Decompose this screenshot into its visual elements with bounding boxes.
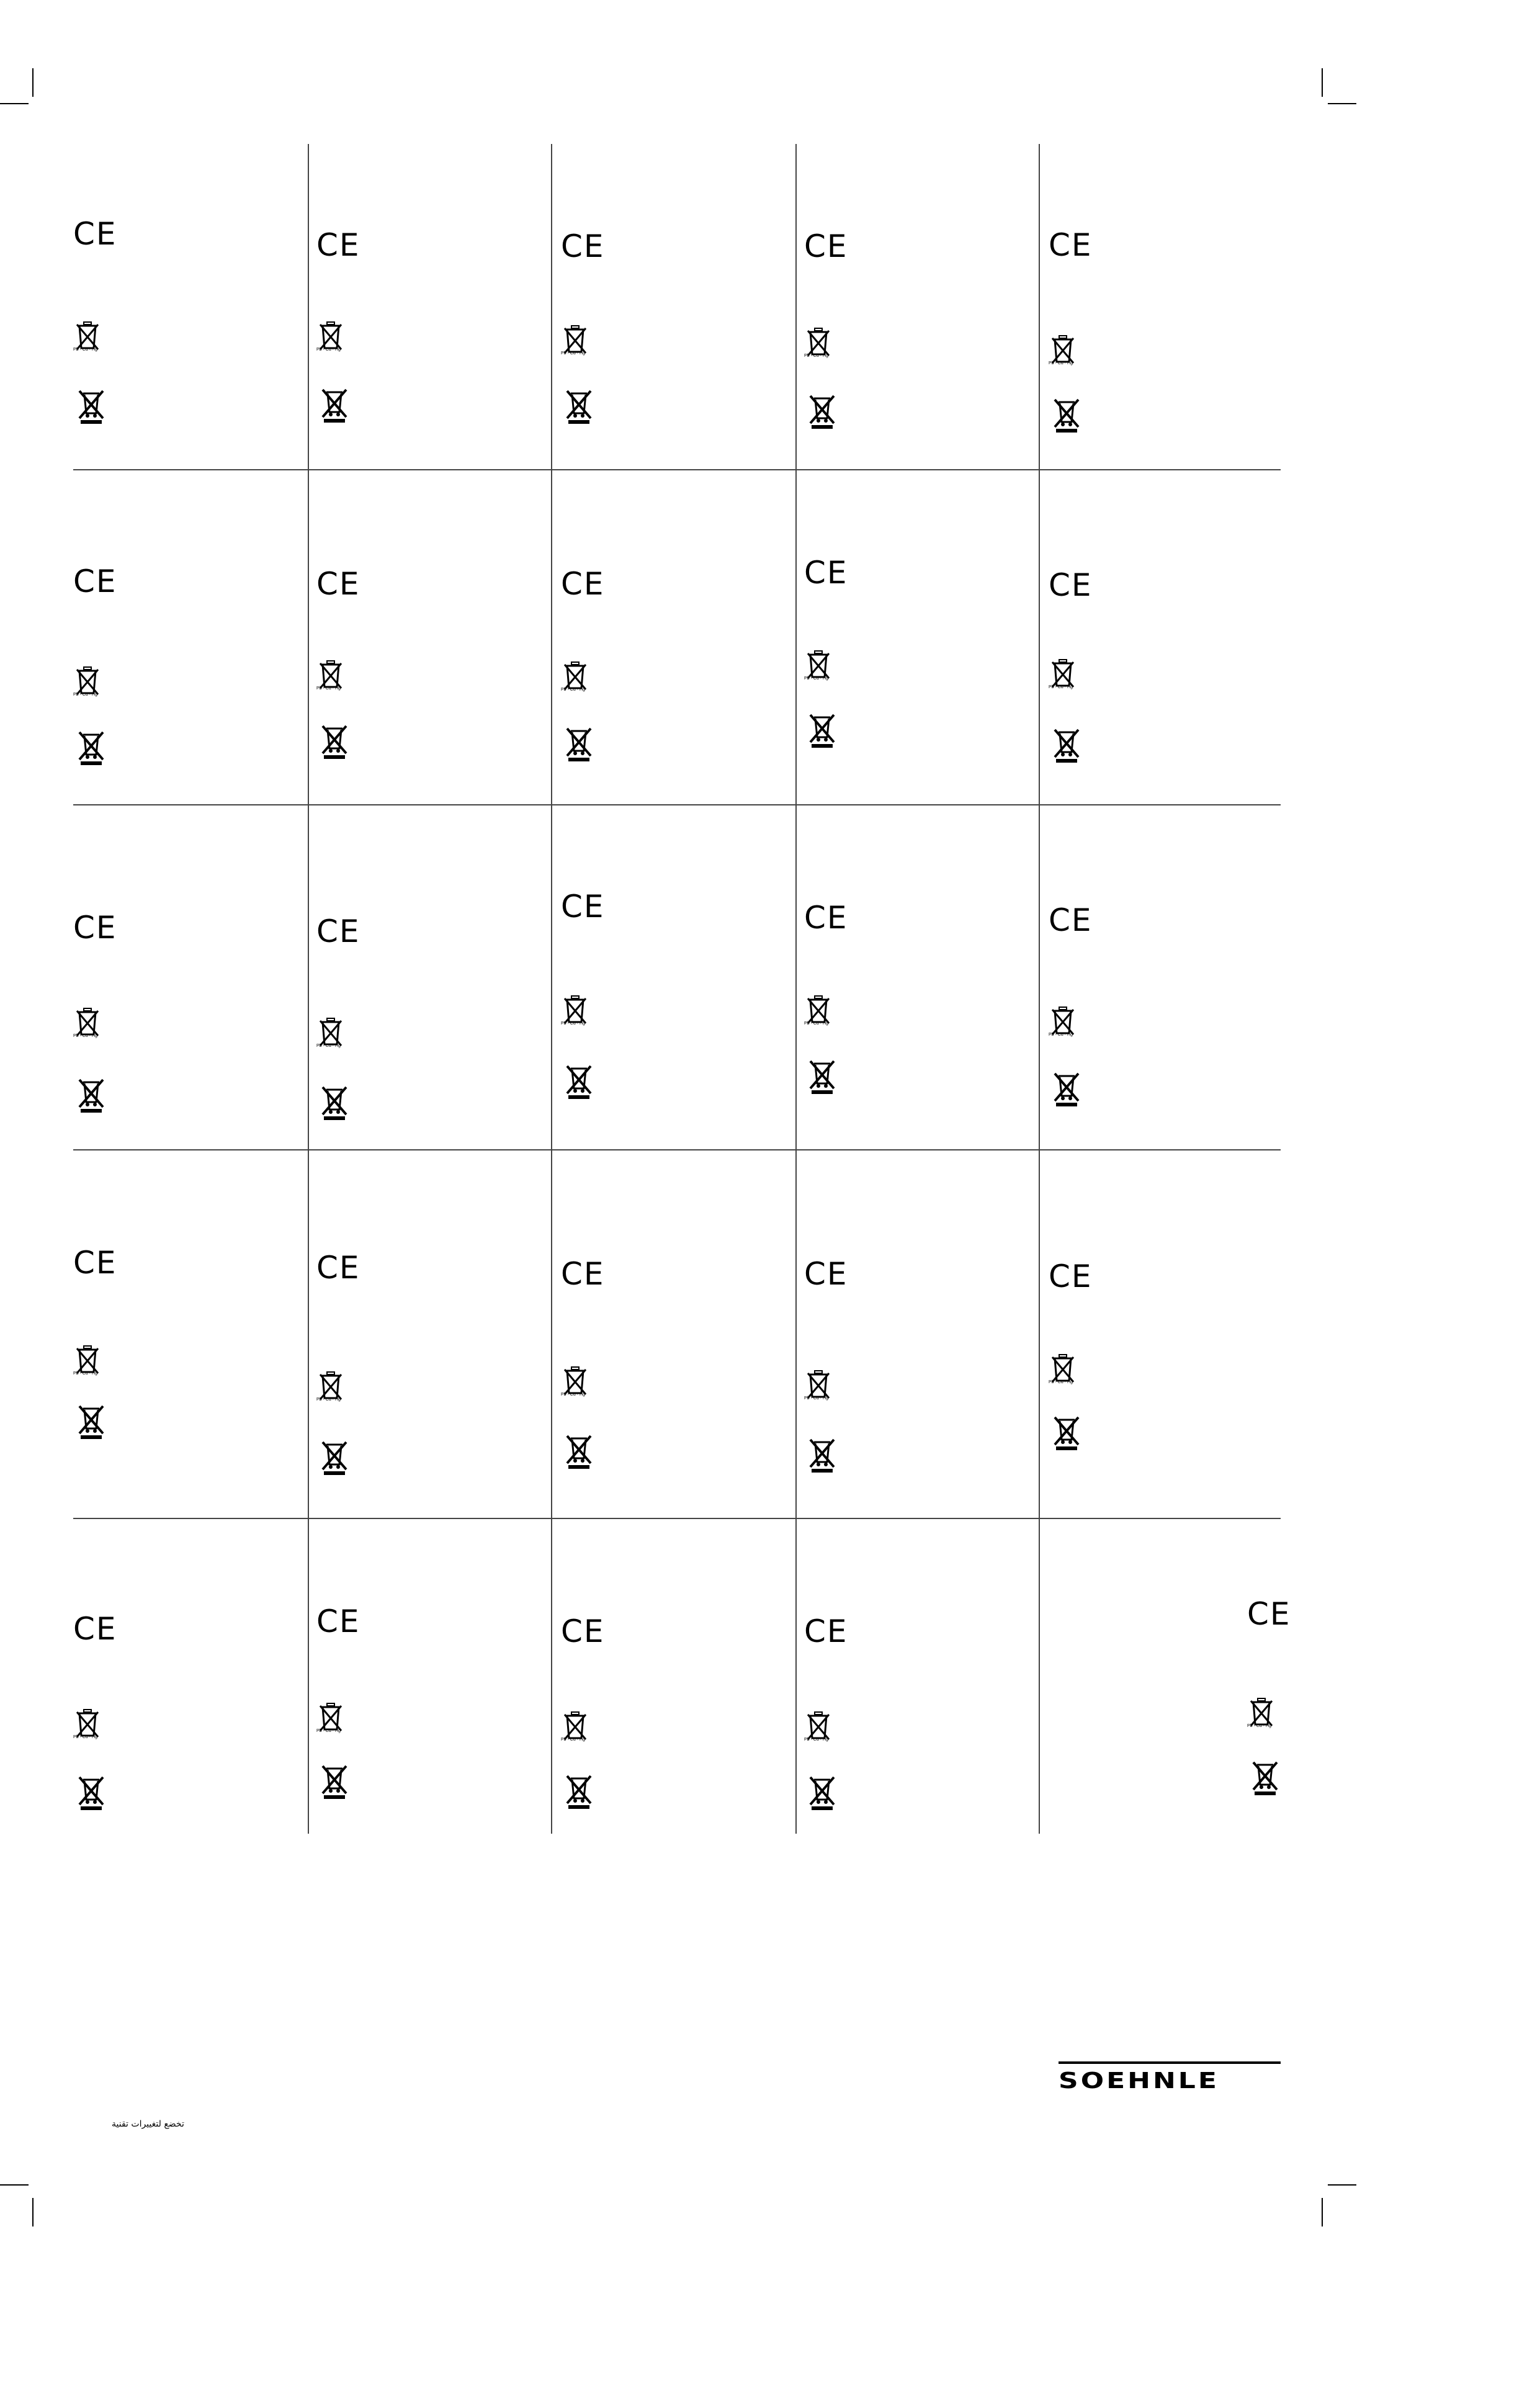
battery-disposal-icon [563, 321, 587, 357]
battery-caption: Pb · Cd · Hg [316, 348, 341, 352]
ce-mark-icon: CE [1049, 227, 1093, 263]
technical-changes-note: تخضع لتغييرات تقنية [112, 2119, 184, 2129]
ce-mark-icon: CE [73, 563, 117, 599]
battery-disposal-icon [316, 657, 342, 693]
battery-caption: Pb · Cd · Hg [561, 688, 585, 692]
logo-rule [1059, 2061, 1281, 2064]
weee-bin-icon [321, 387, 347, 423]
weee-bin-icon [321, 1440, 347, 1476]
weee-bin-icon [1054, 727, 1080, 763]
ce-mark-icon: CE [73, 910, 117, 946]
crop-mark [32, 68, 34, 97]
weee-bin-icon [78, 730, 104, 766]
weee-bin-icon [1252, 1760, 1278, 1796]
crop-mark [1322, 68, 1323, 97]
battery-caption: Pb · Cd · Hg [561, 1021, 585, 1026]
battery-caption: Pb · Cd · Hg [1049, 1033, 1073, 1037]
grid-column-divider [795, 144, 797, 1834]
weee-bin-icon [566, 1064, 592, 1100]
battery-disposal-icon [804, 992, 830, 1028]
crop-mark [1328, 2184, 1356, 2186]
ce-mark-icon: CE [316, 227, 360, 263]
battery-caption: Pb · Cd · Hg [73, 1371, 97, 1376]
battery-caption: Pb · Cd · Hg [804, 354, 828, 358]
ce-mark-icon: CE [804, 1613, 848, 1649]
battery-disposal-icon [73, 1342, 99, 1378]
battery-caption: Pb · Cd · Hg [73, 348, 97, 352]
weee-bin-icon [566, 1773, 592, 1809]
battery-disposal-icon [316, 1014, 342, 1050]
ce-mark-icon: CE [561, 1256, 605, 1292]
weee-bin-icon [809, 393, 835, 429]
battery-disposal-icon [73, 1705, 99, 1741]
ce-mark-icon: CE [73, 1245, 117, 1281]
ce-mark-icon: CE [316, 1250, 360, 1286]
battery-disposal-icon [804, 324, 830, 360]
soehnle-logo [1059, 2061, 1281, 2097]
weee-bin-icon [78, 1077, 104, 1113]
battery-disposal-icon [316, 318, 342, 354]
battery-disposal-icon [563, 1363, 587, 1399]
crop-mark [1328, 103, 1356, 104]
battery-disposal-icon [1051, 331, 1075, 367]
battery-disposal-icon [804, 1708, 830, 1744]
weee-bin-icon [809, 1775, 835, 1811]
weee-bin-icon [321, 1085, 347, 1121]
battery-caption: Pb · Cd · Hg [561, 351, 585, 356]
ce-mark-icon: CE [561, 1613, 605, 1649]
weee-bin-icon [809, 1437, 835, 1473]
grid-row-divider [73, 1149, 1281, 1150]
grid-row-divider [73, 1518, 1281, 1519]
weee-bin-icon [321, 1764, 347, 1800]
battery-caption: Pb · Cd · Hg [561, 1738, 585, 1742]
weee-bin-icon [566, 1433, 592, 1469]
battery-disposal-icon [73, 1004, 99, 1040]
battery-disposal-icon [316, 1699, 342, 1735]
weee-bin-icon [78, 1775, 104, 1811]
battery-disposal-icon [1051, 1003, 1075, 1039]
battery-caption: Pb · Cd · Hg [804, 676, 828, 681]
battery-disposal-icon [804, 1366, 830, 1402]
battery-caption: Pb · Cd · Hg [73, 693, 97, 697]
grid-column-divider [551, 144, 552, 1834]
weee-bin-icon [566, 388, 592, 424]
weee-bin-icon [809, 1059, 835, 1095]
battery-caption: Pb · Cd · Hg [1247, 1724, 1271, 1728]
weee-bin-icon [1054, 1071, 1080, 1107]
crop-mark [0, 2184, 29, 2186]
battery-caption: Pb · Cd · Hg [316, 686, 341, 691]
ce-mark-icon: CE [1049, 1258, 1093, 1294]
weee-bin-icon [1054, 1415, 1080, 1451]
ce-mark-icon: CE [804, 1256, 848, 1292]
weee-bin-icon [1054, 397, 1080, 433]
battery-caption: Pb · Cd · Hg [316, 1044, 341, 1048]
weee-bin-icon [321, 724, 347, 760]
ce-mark-icon: CE [1049, 567, 1093, 603]
battery-disposal-icon [563, 992, 587, 1028]
ce-mark-icon: CE [1049, 902, 1093, 938]
brand-name: SOEHNLE [1059, 2068, 1219, 2094]
ce-mark-icon: CE [804, 228, 848, 264]
battery-caption: Pb · Cd · Hg [316, 1729, 341, 1733]
ce-mark-icon: CE [316, 566, 360, 602]
ce-mark-icon: CE [804, 900, 848, 936]
grid-row-divider [73, 804, 1281, 805]
battery-caption: Pb · Cd · Hg [561, 1392, 585, 1397]
battery-disposal-icon [563, 658, 587, 694]
ce-mark-icon: CE [73, 1611, 117, 1647]
ce-mark-icon: CE [561, 228, 605, 264]
crop-mark [32, 2198, 34, 2226]
battery-caption: Pb · Cd · Hg [804, 1738, 828, 1742]
battery-caption: Pb · Cd · Hg [73, 1034, 97, 1038]
grid-column-divider [308, 144, 309, 1834]
weee-bin-icon [809, 712, 835, 748]
battery-caption: Pb · Cd · Hg [1049, 685, 1073, 689]
crop-mark [0, 103, 29, 104]
ce-mark-icon: CE [561, 566, 605, 602]
weee-bin-icon [78, 1404, 104, 1440]
battery-caption: Pb · Cd · Hg [316, 1397, 341, 1402]
battery-disposal-icon [804, 647, 830, 683]
ce-mark-icon: CE [73, 216, 117, 252]
battery-disposal-icon [316, 1368, 342, 1404]
ce-mark-icon: CE [1247, 1596, 1291, 1632]
battery-caption: Pb · Cd · Hg [804, 1396, 828, 1401]
battery-disposal-icon [1051, 655, 1075, 691]
grid-row-divider [73, 469, 1281, 470]
ce-mark-icon: CE [561, 889, 605, 925]
weee-bin-icon [78, 388, 104, 424]
battery-caption: Pb · Cd · Hg [73, 1735, 97, 1739]
weee-bin-icon [566, 726, 592, 762]
crop-mark [1322, 2198, 1323, 2226]
battery-caption: Pb · Cd · Hg [804, 1021, 828, 1026]
battery-caption: Pb · Cd · Hg [1049, 1380, 1073, 1384]
battery-disposal-icon [563, 1708, 587, 1744]
ce-mark-icon: CE [804, 555, 848, 591]
battery-disposal-icon [73, 318, 99, 354]
battery-disposal-icon [1051, 1350, 1075, 1386]
battery-caption: Pb · Cd · Hg [1049, 361, 1073, 365]
grid-column-divider [1039, 144, 1040, 1834]
battery-disposal-icon [73, 663, 99, 699]
ce-mark-icon: CE [316, 913, 360, 949]
battery-disposal-icon [1247, 1694, 1273, 1730]
ce-mark-icon: CE [316, 1603, 360, 1639]
